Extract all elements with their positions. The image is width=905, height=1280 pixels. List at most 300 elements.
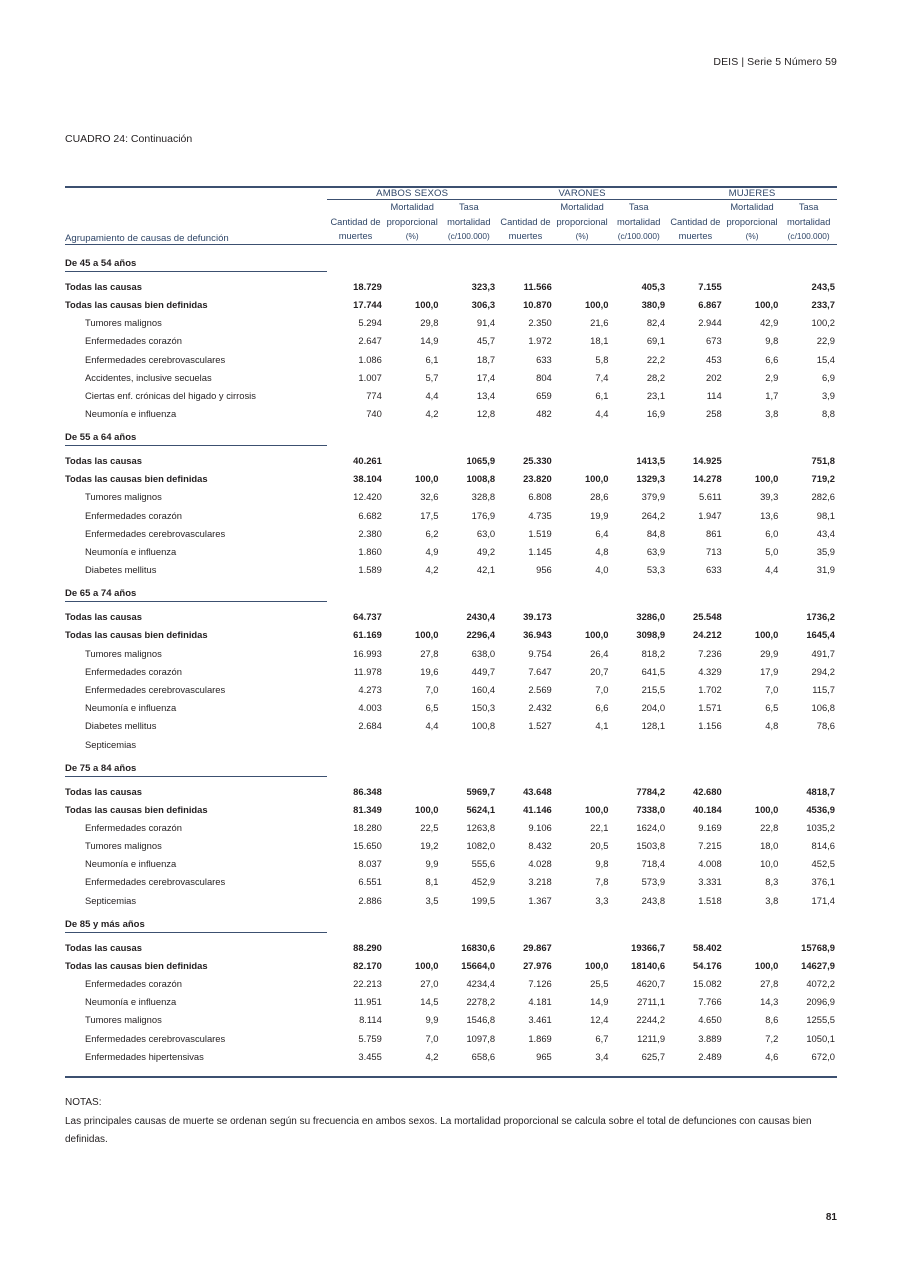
column-header-cantidad-muertes-varones: Cantidad de muertes [500,216,551,242]
cell-value: 9,9 [425,858,439,870]
cell-value [384,446,441,467]
cell-value: 7.215 [698,840,722,852]
cause-label: Ciertas enf. crónicas del higado y cirrosis [85,389,256,401]
cell-value: 2096,9 [806,996,835,1008]
cell-value: 18.729 [353,280,382,292]
cell-value: 17.744 [353,298,382,310]
cell-value: 3286,0 [636,611,666,623]
cell-value: 43.648 [523,785,552,797]
table-row [65,833,837,851]
cell-value: 19366,7 [631,941,666,953]
cell-value: 16,9 [646,408,666,420]
cell-value: 27,0 [420,978,439,990]
cell-value: 6.682 [358,509,382,521]
cell-value: 11.951 [353,996,382,1008]
cell-value: 380,9 [641,298,666,310]
age-group-label: De 85 y más años [65,906,327,933]
cell-value: 4.735 [528,509,552,521]
cell-value: 21,6 [590,317,609,329]
cell-value: 4,2 [425,564,439,576]
cell-value: 6,6 [765,353,779,365]
cell-value [724,932,781,953]
cell-value: 6,9 [821,371,835,383]
cell-value: 12.420 [353,491,382,503]
cell-value: 2,9 [765,371,779,383]
cause-label: Enfermedades cerebrovasculares [85,527,226,539]
cell-value: 27,8 [760,978,779,990]
cause-label: Septicemias [85,738,137,750]
cell-value: 233,7 [811,298,835,310]
cause-label: Enfermedades cerebrovasculares [85,683,226,695]
cell-value: 69,1 [646,335,666,347]
table-row [65,602,837,623]
group-header-mujeres: MUJERES [728,188,776,199]
cell-value: 6,6 [595,702,609,714]
cell-value: 3,3 [595,894,609,906]
table-bottom-rule [65,1077,837,1078]
cell-value: 14.278 [693,473,722,485]
cause-label: Diabetes mellitus [85,564,157,576]
cell-value: 4.329 [698,665,722,677]
cell-value: 23.820 [523,473,552,485]
cell-value: 740 [366,408,382,420]
table-row [65,521,837,539]
cell-value: 1008,8 [466,473,496,485]
cell-value: 17,4 [476,371,496,383]
cell-value: 3.461 [528,1014,552,1026]
cell-value: 4,0 [595,564,609,576]
cell-value: 1503,8 [636,840,666,852]
notes-body: Las principales causas de muerte se ordenan según su frecuencia en ambos sexos. La mortalidad proporcional se calcula sobre el total de defunciones con causas bien definidas. [65,1115,812,1145]
cell-value: 2278,2 [466,996,496,1008]
cell-value: 18140,6 [631,959,666,971]
cell-value: 58.402 [693,941,722,953]
cell-value [384,776,441,797]
table-row [65,971,837,989]
cell-value: 7,0 [595,683,609,695]
cell-value [554,731,611,749]
cell-value: 4536,9 [806,803,835,815]
table-row [65,557,837,575]
cell-value: 1035,2 [806,821,835,833]
table-row [65,640,837,658]
table-row [65,622,837,640]
table-row [65,659,837,677]
table-row [65,484,837,502]
cell-value: 1255,5 [806,1014,835,1026]
cell-value: 100,0 [584,629,609,641]
cell-value: 61.169 [353,629,382,641]
cell-value: 4,1 [595,720,609,732]
cell-value: 1.702 [698,683,722,695]
table-row [65,713,837,731]
cell-value: 4.008 [698,858,722,870]
cell-value: 54.176 [693,959,722,971]
cell-value [724,602,781,623]
age-group-spacer [327,750,837,777]
cell-value: 29.867 [523,941,552,953]
cell-value: 4818,7 [806,785,835,797]
cell-value: 7.766 [698,996,722,1008]
cause-label: Enfermedades cerebrovasculares [85,876,226,888]
cause-label: Tumores malignos [85,840,162,852]
cell-value: 7784,2 [636,785,666,797]
cell-value: 965 [536,1050,552,1062]
cell-value: 7.155 [698,280,722,292]
cell-value: 6,5 [765,702,779,714]
cell-value: 2.684 [358,720,382,732]
cell-value: 199,5 [471,894,496,906]
age-group-spacer [327,419,837,446]
cause-label: Enfermedades corazón [85,978,182,990]
cell-value: 2.350 [528,317,552,329]
cell-value: 7.236 [698,647,722,659]
cell-value: 482 [536,408,552,420]
cell-value: 78,6 [816,720,835,732]
table-row [65,502,837,520]
cell-value: 573,9 [641,876,666,888]
table-body [65,244,837,1062]
cell-value: 100,0 [584,959,609,971]
cause-label: Tumores malignos [85,1014,162,1026]
cell-value: 3,8 [765,894,779,906]
cell-value [724,446,781,467]
cell-value: 9.754 [528,647,552,659]
table-row [65,383,837,401]
cell-value: 2711,1 [637,996,666,1008]
cell-value: 641,5 [641,665,666,677]
cell-value [667,731,724,749]
cell-value [497,731,554,749]
cell-value [554,446,611,467]
cell-value [384,602,441,623]
cell-value: 215,5 [641,683,666,695]
cell-value: 2.569 [528,683,552,695]
cell-value: 25.548 [693,611,722,623]
cell-value: 35,9 [816,546,835,558]
cell-value: 15,4 [816,353,835,365]
cell-value: 9.106 [528,821,552,833]
cell-value: 17,9 [760,665,779,677]
cause-label: Neumonía e influenza [85,408,177,420]
cell-value: 8,8 [821,408,835,420]
cell-value: 27.976 [523,959,552,971]
cell-value: 15.650 [353,840,382,852]
cell-value: 17,5 [420,509,439,521]
cause-label: Todas las causas [65,611,142,623]
table-bottom-spacer [65,1062,837,1077]
cell-value: 1.007 [358,371,382,383]
table-row [65,1025,837,1043]
cell-value: 2.886 [358,894,382,906]
cell-value: 64.737 [353,611,382,623]
cause-label: Todas las causas bien definidas [65,803,208,815]
age-group-heading [65,906,837,933]
cause-label: Tumores malignos [85,491,162,503]
cell-value: 1.519 [528,527,552,539]
cell-value: 204,0 [641,702,666,714]
cell-value: 28,2 [646,371,666,383]
cell-value [554,932,611,953]
cell-value: 171,4 [811,894,835,906]
cell-value: 63,9 [646,546,666,558]
cell-value: 13,4 [476,389,496,401]
cell-value: 29,9 [760,647,779,659]
table-row [65,851,837,869]
cell-value: 4,9 [425,546,439,558]
cell-value: 2.647 [358,335,382,347]
cell-value [724,731,781,749]
cell-value: 3,8 [765,408,779,420]
cell-value: 4.003 [358,702,382,714]
cell-value: 22.213 [353,978,382,990]
table-row [65,328,837,346]
cause-label: Enfermedades corazón [85,509,182,521]
cell-value: 4,4 [425,720,439,732]
cell-value: 4620,7 [636,978,666,990]
cell-value: 88.290 [353,941,382,953]
cause-label: Neumonía e influenza [85,546,177,558]
cell-value: 264,2 [641,509,666,521]
cell-value: 19,6 [420,665,439,677]
cell-value: 7338,0 [636,803,666,815]
cell-value: 100,0 [415,298,439,310]
cell-value: 4,8 [595,546,609,558]
cell-value: 115,7 [812,683,835,695]
table-row [65,292,837,310]
cell-value: 100,0 [415,473,439,485]
cell-value: 5.759 [358,1032,382,1044]
cell-value: 713 [706,546,722,558]
cell-value: 1.869 [528,1032,552,1044]
cell-value: 22,2 [646,353,666,365]
age-group-label: De 45 a 54 años [65,244,327,271]
cause-label: Todas las causas [65,785,142,797]
cell-value: 4,2 [425,1050,439,1062]
cell-value: 4,4 [595,408,609,420]
cell-value: 1.972 [528,335,552,347]
cell-value: 81.349 [353,803,382,815]
table-row [65,446,837,467]
cell-value: 7,0 [765,683,779,695]
cell-value: 9,9 [425,1014,439,1026]
cell-value: 18.280 [353,821,382,833]
cell-value: 4234,4 [466,978,496,990]
table-row [65,1007,837,1025]
data-table-container [65,186,837,1078]
cell-value: 98,1 [816,509,835,521]
cell-value: 1263,8 [466,821,496,833]
cell-value: 7,0 [425,1032,439,1044]
cell-value: 1413,5 [636,455,666,467]
table-row [65,1044,837,1062]
cell-value: 6,1 [425,353,439,365]
cell-value: 27,8 [420,647,439,659]
cause-label: Enfermedades cerebrovasculares [85,353,226,365]
table-footer-block [65,1062,837,1078]
cell-value [384,932,441,953]
cell-value: 43,4 [816,527,835,539]
cell-value: 100,0 [415,803,439,815]
cell-value: 31,9 [816,564,835,576]
cell-value: 3098,9 [636,629,666,641]
cause-label: Todas las causas bien definidas [65,959,208,971]
cell-value: 15768,9 [801,941,835,953]
table-row [65,365,837,383]
cell-value: 100,0 [584,298,609,310]
cell-value: 8,1 [425,876,439,888]
age-group-label: De 55 a 64 años [65,419,327,446]
cell-value: 22,5 [420,821,439,833]
cell-value: 14,5 [420,996,439,1008]
cell-value: 804 [536,371,552,383]
cell-value [780,731,837,749]
cell-value: 1.947 [698,509,722,521]
cell-value: 18,7 [476,353,496,365]
column-header-tasa-mortalidad-varones: Tasa mortalidad (c/100.000) [617,202,661,242]
cell-value [554,776,611,797]
cell-value: 633 [706,564,722,576]
cell-value: 3,4 [595,1050,609,1062]
cell-value: 128,1 [641,720,666,732]
cell-value: 100,0 [415,629,439,641]
cell-value: 638,0 [471,647,496,659]
cause-label: Todas las causas [65,941,142,953]
cell-value [441,731,498,749]
cell-value: 2296,4 [466,629,496,641]
cell-value: 453 [706,353,722,365]
cell-value: 452,5 [811,858,835,870]
mortality-table [65,186,837,1078]
cell-value: 41.146 [523,803,552,815]
table-row [65,466,837,484]
cell-value: 658,6 [471,1050,496,1062]
table-row [65,401,837,419]
cell-value: 814,6 [811,840,835,852]
cell-value: 100,8 [471,720,496,732]
cell-value: 18,0 [760,840,779,852]
cell-value: 23,1 [646,389,666,401]
cell-value: 100,0 [754,473,779,485]
page-number: 81 [825,1212,837,1223]
cell-value: 100,2 [811,317,835,329]
cell-value: 7.126 [528,978,552,990]
cell-value: 176,9 [471,509,496,521]
column-header-tasa-mortalidad-mujeres: Tasa mortalidad (c/100.000) [786,202,831,242]
table-row [65,953,837,971]
age-group-spacer [327,244,837,271]
table-header-block [65,187,837,244]
cell-value: 328,8 [471,491,496,503]
cell-value: 7,0 [425,683,439,695]
cell-value: 2.380 [358,527,382,539]
cell-value: 18,1 [590,335,609,347]
cell-value: 818,2 [641,647,666,659]
cell-value [327,731,384,749]
age-group-heading [65,575,837,602]
cell-value: 6,4 [595,527,609,539]
cell-value: 3.331 [698,876,722,888]
cell-value: 5.294 [358,317,382,329]
cell-value: 673 [706,335,722,347]
group-header-ambos-sexos: AMBOS SEXOS [376,188,449,199]
cell-value: 9,8 [595,858,609,870]
cell-value: 32,6 [420,491,439,503]
cell-value: 114 [706,389,722,401]
cell-value: 1.156 [698,720,722,732]
cell-value: 243,5 [811,280,835,292]
cell-value: 672,0 [811,1050,835,1062]
cause-label: Enfermedades corazón [85,665,182,677]
cell-value: 6,5 [425,702,439,714]
cell-value: 45,7 [476,335,496,347]
cell-value: 1082,0 [466,840,496,852]
cell-value: 1,7 [765,389,779,401]
cell-value: 8.114 [359,1014,382,1026]
cell-value: 491,7 [811,647,835,659]
column-header-mortalidad-proporcional-ambos: Mortalidad proporcional (%) [386,202,438,242]
age-group-label: De 65 a 74 años [65,575,327,602]
cell-value: 29,8 [420,317,439,329]
cell-value: 14627,9 [801,959,835,971]
cell-value: 20,5 [590,840,609,852]
cell-value: 9.169 [698,821,722,833]
table-row [65,539,837,557]
column-header-tasa-mortalidad-ambos: Tasa mortalidad (c/100.000) [447,202,491,242]
cell-value: 6.551 [358,876,382,888]
age-group-spacer [327,906,837,933]
cell-value [610,731,667,749]
cause-label: Tumores malignos [85,317,162,329]
cell-value: 774 [366,389,382,401]
running-head: DEIS | Serie 5 Número 59 [713,56,837,68]
cell-value [384,271,441,292]
table-row [65,731,837,749]
cell-value: 5,7 [425,371,439,383]
table-row [65,695,837,713]
cell-value: 9,8 [765,335,779,347]
cell-value: 6.867 [698,298,722,310]
cell-value: 7.647 [528,665,552,677]
cell-value: 2.489 [698,1050,722,1062]
cause-label: Enfermedades corazón [85,335,182,347]
age-group-label: De 75 a 84 años [65,750,327,777]
table-row [65,989,837,1007]
cell-value: 19,2 [420,840,439,852]
cell-value: 1.571 [698,702,722,714]
group-header-row [65,188,837,199]
cell-value: 16830,6 [461,941,496,953]
cell-value: 53,3 [646,564,666,576]
notes-title: NOTAS: [65,1097,102,1108]
cell-value: 1.589 [358,564,382,576]
table-row [65,887,837,905]
cause-label: Accidentes, inclusive secuelas [85,371,212,383]
cell-value: 16.993 [353,647,382,659]
cell-value: 14.925 [693,455,722,467]
cell-value: 100,0 [754,298,779,310]
cell-value: 91,4 [476,317,496,329]
cell-value: 100,0 [415,959,439,971]
cell-value: 5969,7 [466,785,496,797]
cell-value: 1329,3 [636,473,666,485]
cell-value: 659 [536,389,552,401]
cell-value: 15664,0 [461,959,496,971]
cell-value: 10.870 [523,298,552,310]
cell-value: 49,2 [476,546,496,558]
age-group-heading [65,419,837,446]
cause-label: Neumonía e influenza [85,702,177,714]
